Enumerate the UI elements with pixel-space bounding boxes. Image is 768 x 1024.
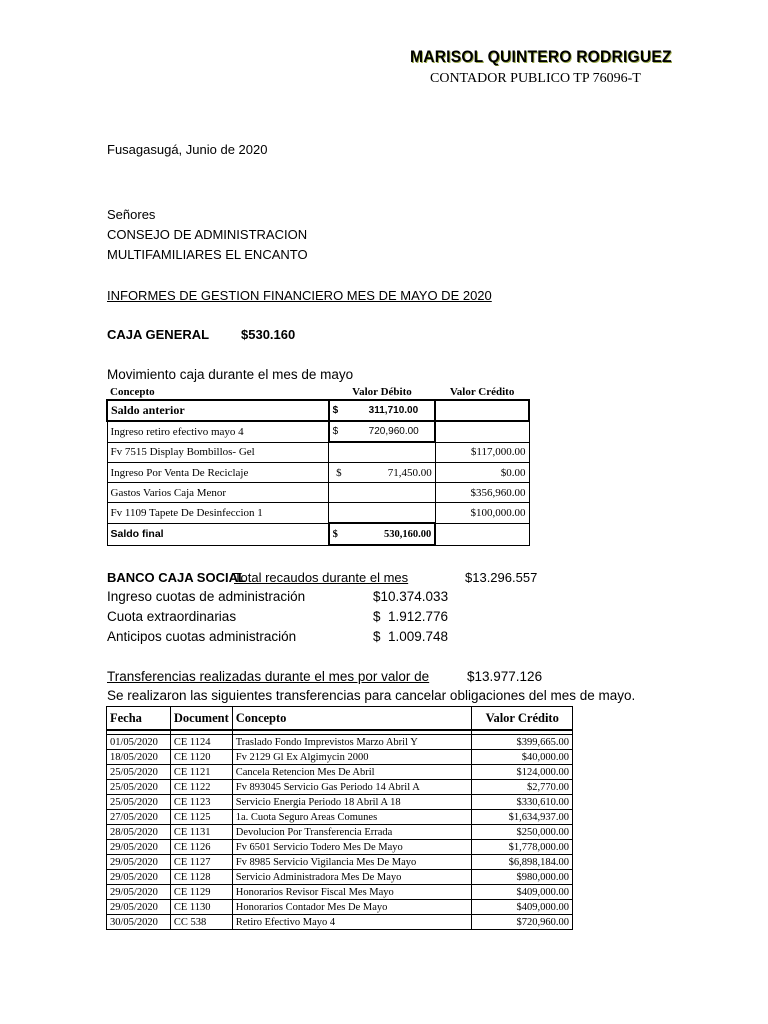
letterhead-name: MARISOL QUINTERO RODRIGUEZ — [410, 47, 672, 66]
transfer-label: Transferencias realizadas durante el mes por valor de — [107, 669, 430, 684]
transfer-row: 29/05/2020 CE 1130 Honorarios Contador Mes De Mayo $409,000.00 — [107, 900, 573, 915]
transfer-row: 29/05/2020 CE 1129 Honorarios Revisor Fiscal Mes Mayo $409,000.00 — [107, 885, 573, 900]
transfer-row: 25/05/2020 CE 1123 Servicio Energia Periodo 18 Abril A 18 $330,610.00 — [107, 795, 573, 810]
transfer-row: 29/05/2020 CE 1126 Fv 6501 Servicio Todero Mes De Mayo $1,778,000.00 — [107, 840, 573, 855]
transfer-row: 01/05/2020 CE 1124 Traslado Fondo Imprevistos Marzo Abril Y $399,665.00 — [107, 735, 573, 750]
banco-item-amount: $ 1.912.776 — [373, 609, 449, 624]
transfer-row: 27/05/2020 CE 1125 1a. Cuota Seguro Areas Comunes $1,634,937.00 — [107, 810, 573, 825]
col-document: Document — [170, 707, 232, 731]
caja-table-header — [107, 385, 529, 400]
caja-row: Ingreso Por Venta De Reciclaje $ 71,450.00 $0.00 — [107, 463, 529, 483]
transfer-row: 25/05/2020 CE 1122 Fv 893045 Servicio Gas Periodo 14 Abril A $2,770.00 — [107, 780, 573, 795]
caja-general-label: CAJA GENERAL — [107, 327, 210, 342]
banco-recaudos-label: Total recaudos durante el mes — [234, 570, 409, 585]
transfer-summary — [107, 669, 547, 684]
transfer-row: 29/05/2020 CE 1127 Fv 8985 Servicio Vigilancia Mes De Mayo $6,898,184.00 — [107, 855, 573, 870]
col-valor-credito: Valor Crédito — [472, 707, 573, 731]
banco-item-amount: $10.374.033 — [373, 589, 449, 604]
banco-item-label: Anticipos cuotas administración — [107, 629, 297, 644]
banco-recaudos-amount: $13.296.557 — [465, 570, 538, 585]
report-title: INFORMES DE GESTION FINANCIERO MES DE MAYO DE 2020 — [107, 288, 492, 303]
caja-general-amount: $530.160 — [241, 327, 296, 342]
recipient-line-2: MULTIFAMILIARES EL ENCANTO — [107, 247, 308, 262]
letterhead-subtitle: CONTADOR PUBLICO TP 76096-T — [430, 71, 641, 86]
banco-item-label: Ingreso cuotas de administración — [107, 589, 306, 604]
transfer-row: 28/05/2020 CE 1131 Devolucion Por Transferencia Errada $250,000.00 — [107, 825, 573, 840]
transfers-table-header — [107, 707, 573, 731]
caja-row: Fv 1109 Tapete De Desinfeccion 1 $100,000.00 — [107, 503, 529, 524]
transfers-table — [106, 706, 573, 930]
transfer-row: 30/05/2020 CC 538 Retiro Efectivo Mayo 4 $720,960.00 — [107, 915, 573, 930]
place-date: Fusagasugá, Junio de 2020 — [107, 142, 268, 157]
caja-row-saldo-final: Saldo final $ 530,160.00 — [107, 523, 529, 545]
caja-row: Fv 7515 Display Bombillos- Gel $117,000.00 — [107, 442, 529, 463]
banco-label: BANCO CAJA SOCIAL — [107, 570, 246, 585]
transfer-row: 18/05/2020 CE 1120 Fv 2129 Gl Ex Algimycin 2000 $40,000.00 — [107, 750, 573, 765]
col-concepto: Concepto — [232, 707, 472, 731]
col-fecha: Fecha — [107, 707, 171, 731]
banco-item-label: Cuota extraordinarias — [107, 609, 237, 624]
transfer-row: 25/05/2020 CE 1121 Cancela Retencion Mes De Abril $124,000.00 — [107, 765, 573, 780]
recipient-line-1: CONSEJO DE ADMINISTRACION — [107, 227, 308, 242]
col-concepto: Concepto — [107, 385, 329, 400]
caja-movement-title: Movimiento caja durante el mes de mayo — [107, 367, 354, 382]
caja-row: Ingreso retiro efectivo mayo 4 $ 720,960.00 — [107, 421, 529, 442]
caja-row: Saldo anterior $ 311,710.00 — [107, 400, 529, 421]
col-credito: Valor Crédito — [435, 385, 529, 400]
banco-recaudos — [234, 570, 538, 585]
transfer-note: Se realizaron las siguientes transferencias para cancelar obligaciones del mes de mayo. — [107, 688, 636, 703]
transfer-amount: $13.977.126 — [467, 669, 543, 684]
salutation: Señores — [107, 207, 156, 222]
caja-row: Gastos Varios Caja Menor $356,960.00 — [107, 483, 529, 503]
col-debito: Valor Débito — [329, 385, 436, 400]
caja-table — [106, 385, 530, 546]
banco-item-amount: $ 1.009.748 — [373, 629, 449, 644]
transfer-row: 29/05/2020 CE 1128 Servicio Administradora Mes De Mayo $980,000.00 — [107, 870, 573, 885]
